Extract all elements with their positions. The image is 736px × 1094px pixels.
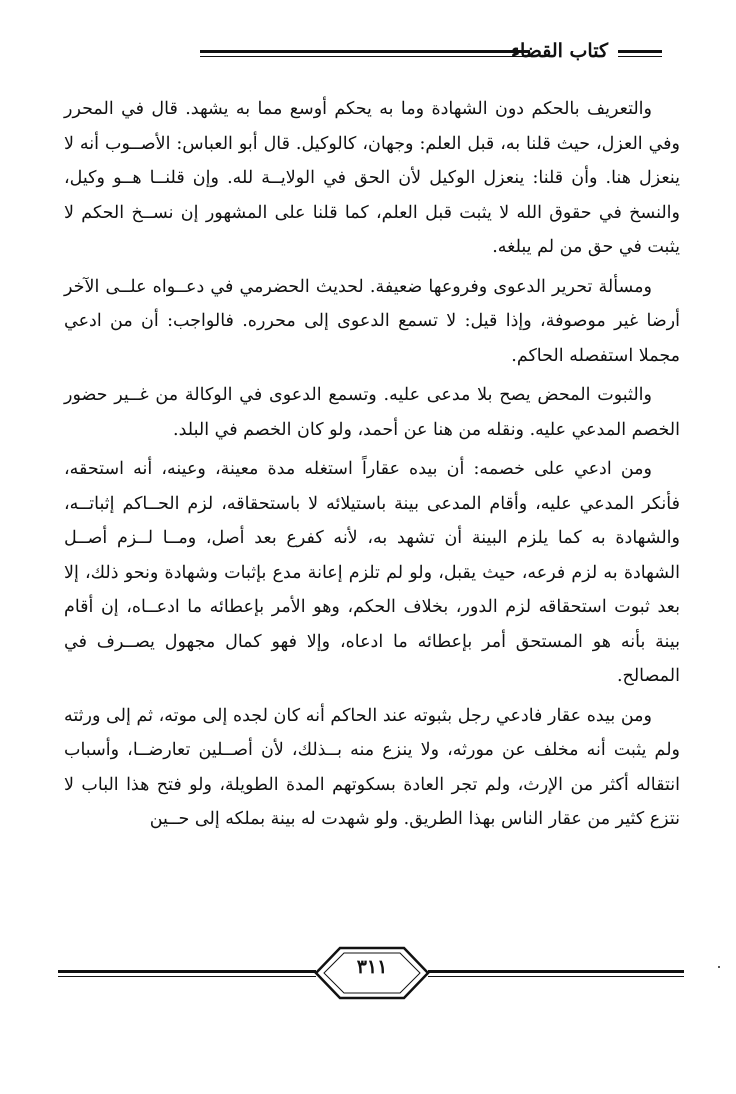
header-rule-left-thin: [200, 56, 530, 57]
page-number: ٣١١: [356, 956, 388, 978]
header-title: كتاب القضاء: [511, 40, 608, 62]
header-rule-left: [200, 50, 530, 53]
header-rule-right-thin: [618, 56, 662, 57]
paragraph-1: والتعريف بالحكم دون الشهادة وما به يحكم أوسع مما به يشهد. قال في المحرر وفي العزل، حيث قلنا به، قبل العلم: وجهان، كالوكيل. قال أبو العباس: الأصــوب أنه لا ينعزل هنا. وأن قلنا: ينعزل الوكيل لأن الحق في الولايــة لله. وإن قلنــا هــو وكيل، والنسخ في حقوق الله لا يثبت قبل العلم، كما قلنا على المشهور إن نســخ الحكم لا يثبت في حق من لم يبلغه.: [64, 99, 680, 257]
page-body: [64, 92, 680, 842]
paragraph-3: والثبوت المحض يصح بلا مدعى عليه. وتسمع الدعوى في الوكالة من غــير حضور الخصم المدعي عليه. ونقله من هنا عن أحمد، ولو كان الخصم في البلد.: [64, 385, 680, 440]
paragraph-2: ومسألة تحرير الدعوى وفروعها ضعيفة. لحديث الحضرمي في دعــواه علــى الآخر أرضا غير موصوفة، وإذا قيل: لا تسمع الدعوى إلى محرره. فالواجب: أن من ادعي مجملا استفصله الحاكم.: [64, 276, 680, 366]
paragraph-4: ومن ادعي على خصمه: أن بيده عقاراً استغله مدة معينة، وعينه، أنه استحقه، فأنكر المدعي عليه، وأقام المدعى بينة باستيلائه لا باستحقاقه، لزم الحــاكم إثباتــه، والشهادة به كما يلزم البينة أن تشهد به، لأنه كفرع بعد أصل، ومــا لــزم أصــل الشهادة به لزم فرعه، حيث يقبل، ولو لم تلزم إعانة مدع بإثبات وشهادة ونحو ذلك، إلا بعد ثبوت استحقاقه لزم الدور، بخلاف الحكم، وهو الأمر بإعطائه ما ادعــاه، إن أقام بينة بأنه هو المستحق أمر بإعطائه ما ادعاه، وإلا فهو كمال مجهول يصــرف في المصالح.: [64, 459, 680, 686]
page-header: [50, 38, 680, 78]
page-footer: [58, 940, 684, 1004]
margin-dot: [718, 966, 720, 968]
header-rule-right: [618, 50, 662, 53]
paragraph-5: ومن بيده عقار فادعي رجل بثبوته عند الحاكم أنه كان لجده إلى موته، ثم إلى ورثته ولم يثبت أنه مخلف عن مورثه، ولا ينزع منه بــذلك، لأن أصــلين تعارضــا، وأسباب انتقاله أكثر من الإرث، ولم تجر العادة بسكوتهم المدة الطويلة، ولو فتح هذا الباب لا نتزع كثير من عقار الناس بهذا الطريق. ولو شهدت له بينة بملكه إلى حــين: [64, 705, 680, 829]
